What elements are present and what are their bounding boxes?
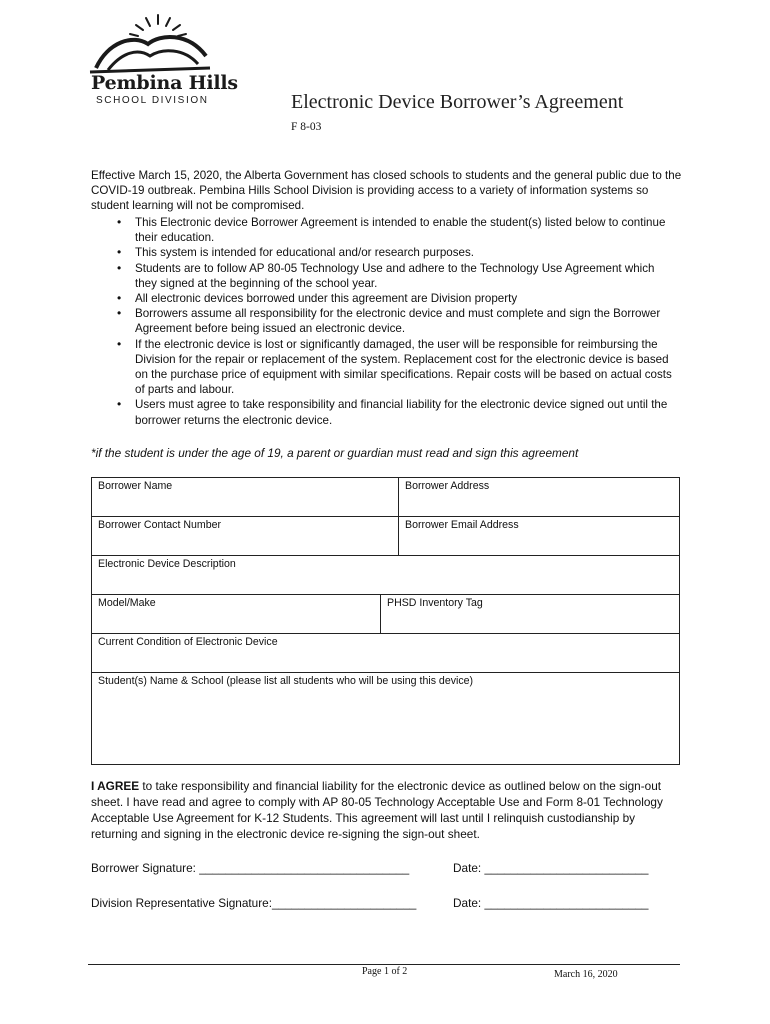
logo-wordmark: Pembina Hills [91,72,238,94]
list-item: • Students are to follow AP 80-05 Technology Use and adhere to the Technology Use Agreement which they signed at the beginning of the school year. [117,261,677,291]
borrower-contact-field[interactable] [92,517,399,556]
students-field[interactable] [92,673,680,765]
page-title: Electronic Device Borrower’s Agreement [291,91,624,113]
agree-text: to take responsibility and financial liability for the electronic device as outlined below on the sign-out sheet. I have read and agree to comply with AP 80-05 Technology Acceptable Use and Form 8-01 Technology Acceptable Use Agreement for K-12 Students. This agreement will last until I relinquish custodianship by returning and signing in the electronic device re-signing the sign-out sheet. [91,779,663,841]
list-item: • Users must agree to take responsibility and financial liability for the electronic device signed out until the borrower returns the electronic device. [117,397,677,427]
list-item: • If the electronic device is lost or significantly damaged, the user will be responsible for reimbursing the Division for the repair or replacement of the system. Replacement cost for the electronic device is based on the purchase price of equipment with similar specifications. Repair costs will be based on actual costs of parts and labour. [117,337,677,398]
model-make-field[interactable] [92,595,381,633]
guardian-note: *if the student is under the age of 19, a parent or guardian must read and sign this agreement [91,446,579,460]
field-label: Current Condition of Electronic Device [98,636,278,648]
list-item: • This system is intended for educational and/or research purposes. [117,245,677,260]
field-label: PHSD Inventory Tag [387,597,483,609]
device-description-field[interactable] [92,556,680,595]
form-number: F 8-03 [291,121,322,133]
policy-list [117,215,677,428]
field-label: Borrower Email Address [405,519,519,531]
field-label: Student(s) Name & School (please list all students who will be using this device) [98,675,474,687]
borrower-address-field[interactable] [399,478,680,517]
borrower-name-field[interactable] [92,478,399,517]
logo-subtitle: SCHOOL DIVISION [96,95,209,106]
borrower-form [91,477,680,765]
page-number: Page 1 of 2 [362,966,408,977]
field-label: Electronic Device Description [98,558,236,570]
list-item: • Borrowers assume all responsibility for the electronic device and must complete and sign the Borrower Agreement before being issued an electronic device. [117,306,677,336]
agreement-paragraph [91,778,681,842]
field-label: Borrower Address [405,480,490,492]
division-date-line[interactable]: Date: _________________________ [453,896,649,910]
current-condition-field[interactable] [92,634,680,673]
list-item: • This Electronic device Borrower Agreement is intended to enable the student(s) listed below to continue their education. [117,215,677,245]
footer-divider [88,964,680,965]
borrower-date-line[interactable]: Date: _________________________ [453,861,649,875]
list-item: • All electronic devices borrowed under this agreement are Division property [117,291,677,306]
field-label: Borrower Name [98,480,173,492]
footer-date: March 16, 2020 [554,969,618,980]
field-label: Borrower Contact Number [98,519,222,531]
field-label: Model/Make [98,597,156,609]
agree-lead: I AGREE [91,779,140,793]
division-signature-line[interactable]: Division Representative Signature:______________________ [91,896,417,910]
inventory-tag-field[interactable] [381,595,680,633]
borrower-email-field[interactable] [399,517,680,556]
borrower-signature-line[interactable]: Borrower Signature: ________________________________ [91,861,410,875]
intro-paragraph: Effective March 15, 2020, the Alberta Government has closed schools to students and the general public due to the COVID-19 outbreak. Pembina Hills School Division is providing access to a variety of information systems so student learning will not be compromised. [91,169,682,213]
